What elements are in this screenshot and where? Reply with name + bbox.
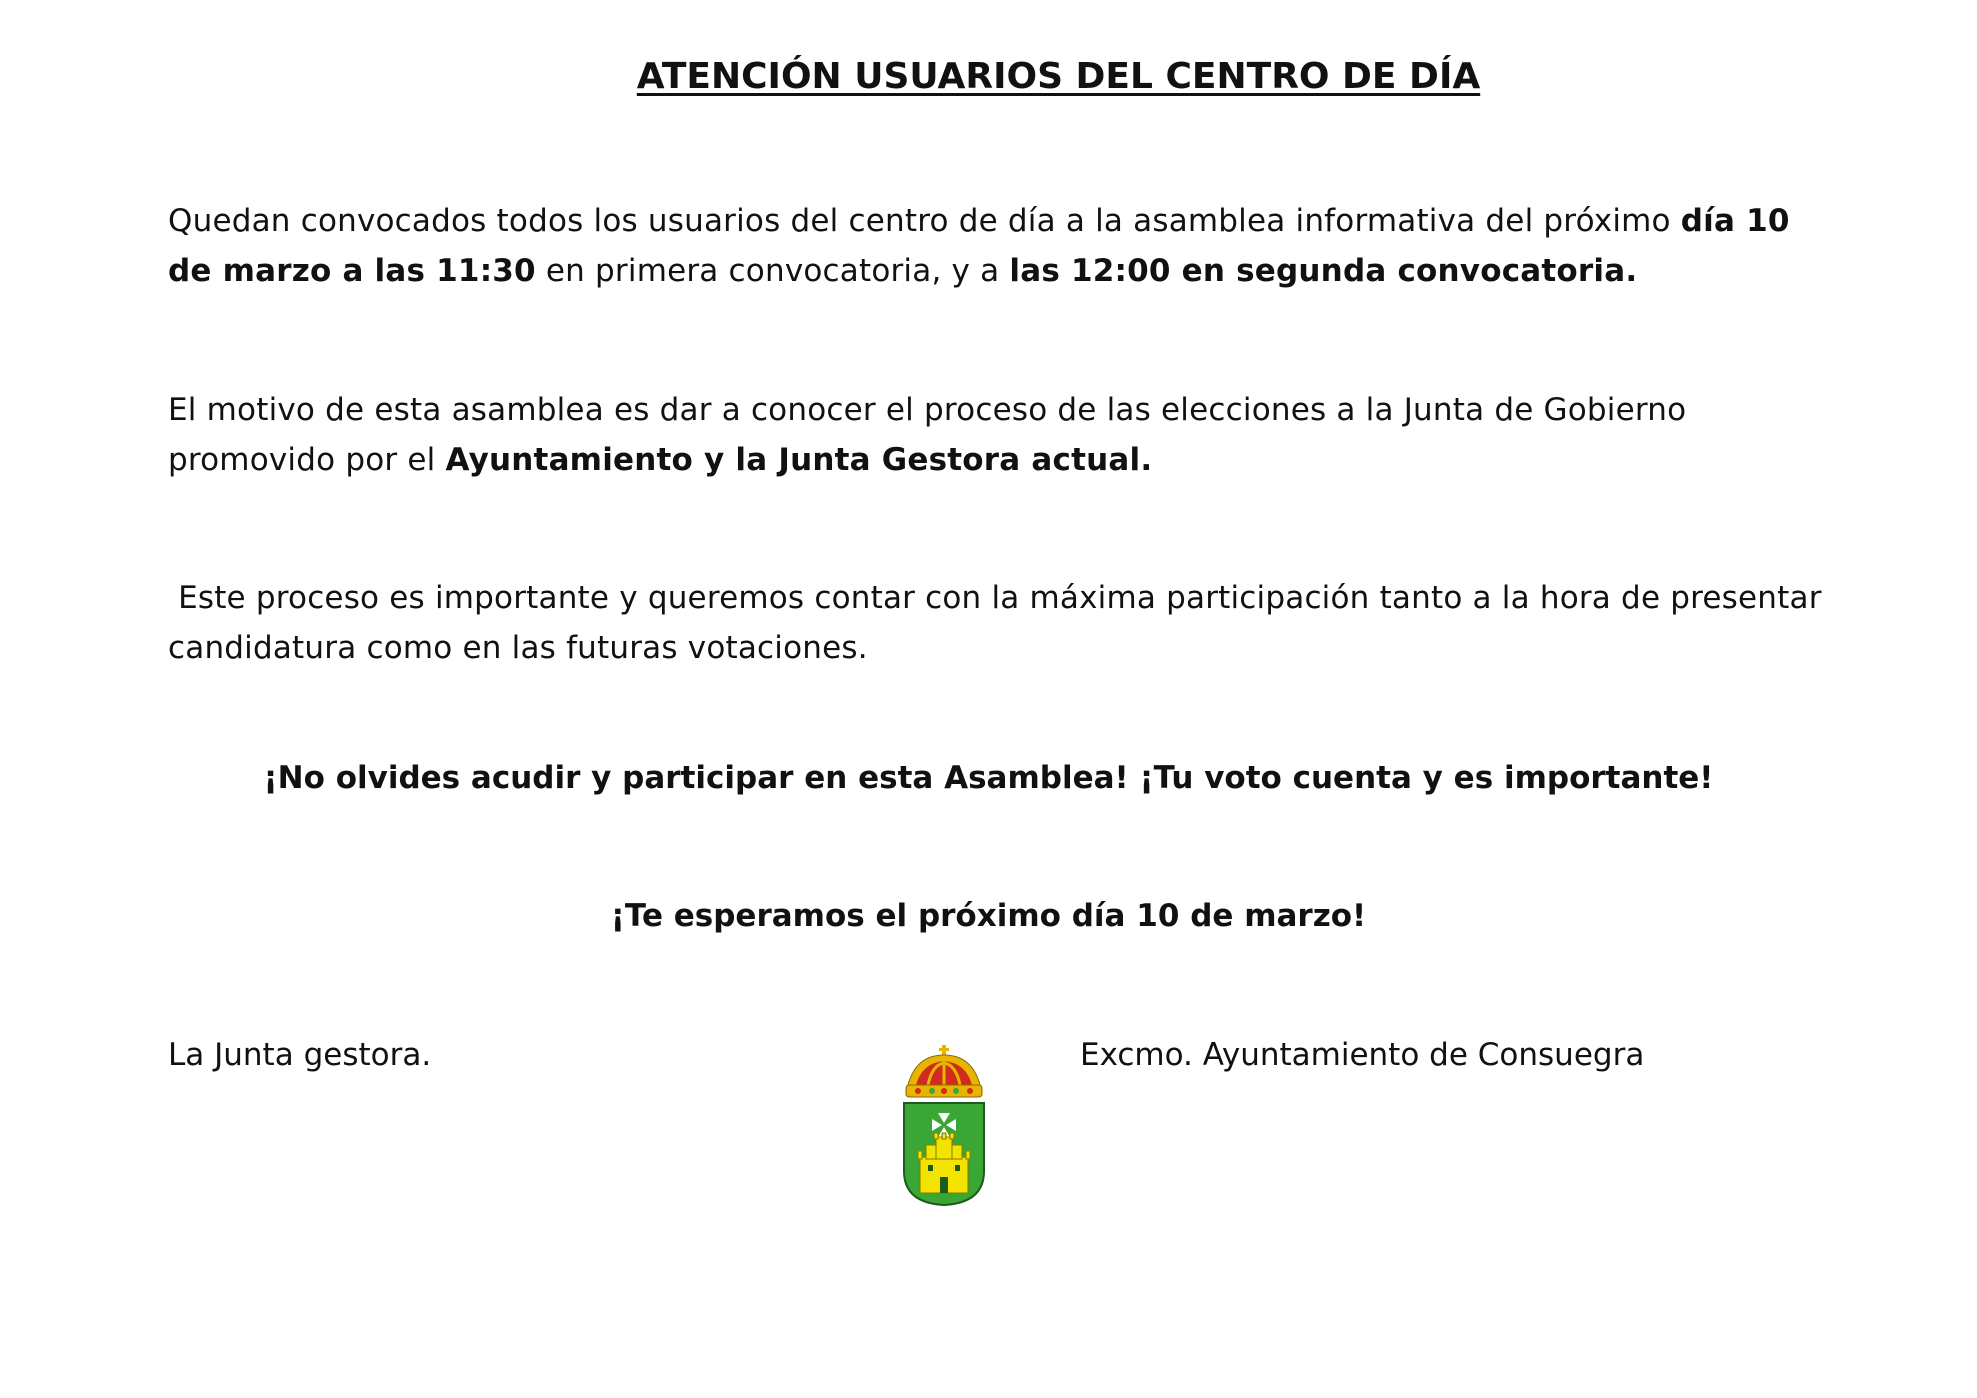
document-title: ATENCIÓN USUARIOS DEL CENTRO DE DÍA bbox=[636, 56, 1481, 97]
paragraph-importance: Este proceso es importante y queremos contar con la máxima participación tanto a la hora de presentar candidatura como en las futuras votaciones. bbox=[168, 580, 1832, 666]
paragraph-purpose bbox=[168, 385, 1828, 485]
signature-junta-gestora: La Junta gestora. bbox=[168, 1037, 432, 1073]
closing-line: ¡Te esperamos el próximo día 10 de marzo! bbox=[610, 898, 1367, 934]
paragraph-convocation-text-1: Quedan convocados todos los usuarios del centro de día a la asamblea informativa del próximo bbox=[168, 203, 1681, 239]
paragraph-purpose-promoters: Ayuntamiento y la Junta Gestora actual. bbox=[445, 442, 1153, 478]
signature-ayuntamiento: Excmo. Ayuntamiento de Consuegra bbox=[1080, 1037, 1645, 1073]
paragraph-convocation-text-2: en primera convocatoria, y a bbox=[535, 253, 1010, 289]
paragraph-convocation-second-call: las 12:00 en segunda convocatoria. bbox=[1009, 253, 1638, 289]
coat-of-arms-icon bbox=[898, 1045, 990, 1207]
paragraph-convocation-date: día 10 de marzo a las 11:30 bbox=[168, 203, 1790, 289]
call-to-action: ¡No olvides acudir y participar en esta Asamblea! ¡Tu voto cuenta y es importante! bbox=[263, 760, 1714, 796]
paragraph-purpose-text: El motivo de esta asamblea es dar a conocer el proceso de las elecciones a la Junta de Gobierno promovido por el bbox=[168, 392, 1687, 478]
paragraph-convocation bbox=[168, 196, 1828, 296]
